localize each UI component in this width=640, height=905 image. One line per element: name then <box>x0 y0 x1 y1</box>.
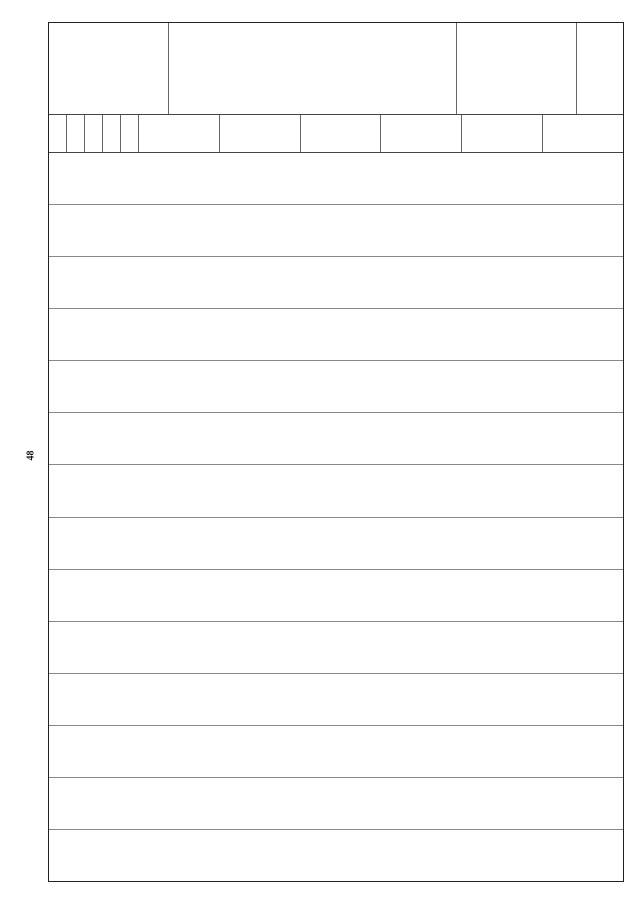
table-subheader-band <box>49 115 623 153</box>
header-cell-2 <box>169 23 457 114</box>
header-cell-1 <box>49 23 169 114</box>
indicators-table <box>48 22 624 882</box>
subheader-cell <box>462 115 543 152</box>
table-row <box>49 153 623 205</box>
table-body <box>49 153 623 881</box>
header-cell-4 <box>577 23 623 114</box>
table-body-band <box>49 153 623 881</box>
table-row <box>49 309 623 361</box>
table-row <box>49 622 623 674</box>
table-row <box>49 413 623 465</box>
table-row <box>49 257 623 309</box>
table-row <box>49 570 623 622</box>
header-title-2 <box>169 23 175 29</box>
table-header-band <box>49 23 623 115</box>
subheader-cell <box>121 115 139 152</box>
table-row <box>49 674 623 726</box>
table-row <box>49 465 623 517</box>
subheader-cell <box>301 115 382 152</box>
subheader-cell <box>543 115 623 152</box>
header-cell-3 <box>457 23 577 114</box>
subheader-cell <box>381 115 462 152</box>
subheader-cell <box>139 115 220 152</box>
subheader-cell <box>85 115 103 152</box>
header-title-3 <box>457 23 463 29</box>
subheader-cell <box>67 115 85 152</box>
subheader-cell <box>49 115 67 152</box>
header-title-4 <box>577 23 583 29</box>
table-row <box>49 726 623 778</box>
page-number: 48 <box>25 450 37 461</box>
subheader-cell <box>103 115 121 152</box>
table-row <box>49 778 623 830</box>
table-row <box>49 361 623 413</box>
table-row <box>49 205 623 257</box>
subheader-cell <box>220 115 301 152</box>
table-row <box>49 518 623 570</box>
table-row <box>49 830 623 881</box>
header-title-1 <box>49 23 55 29</box>
